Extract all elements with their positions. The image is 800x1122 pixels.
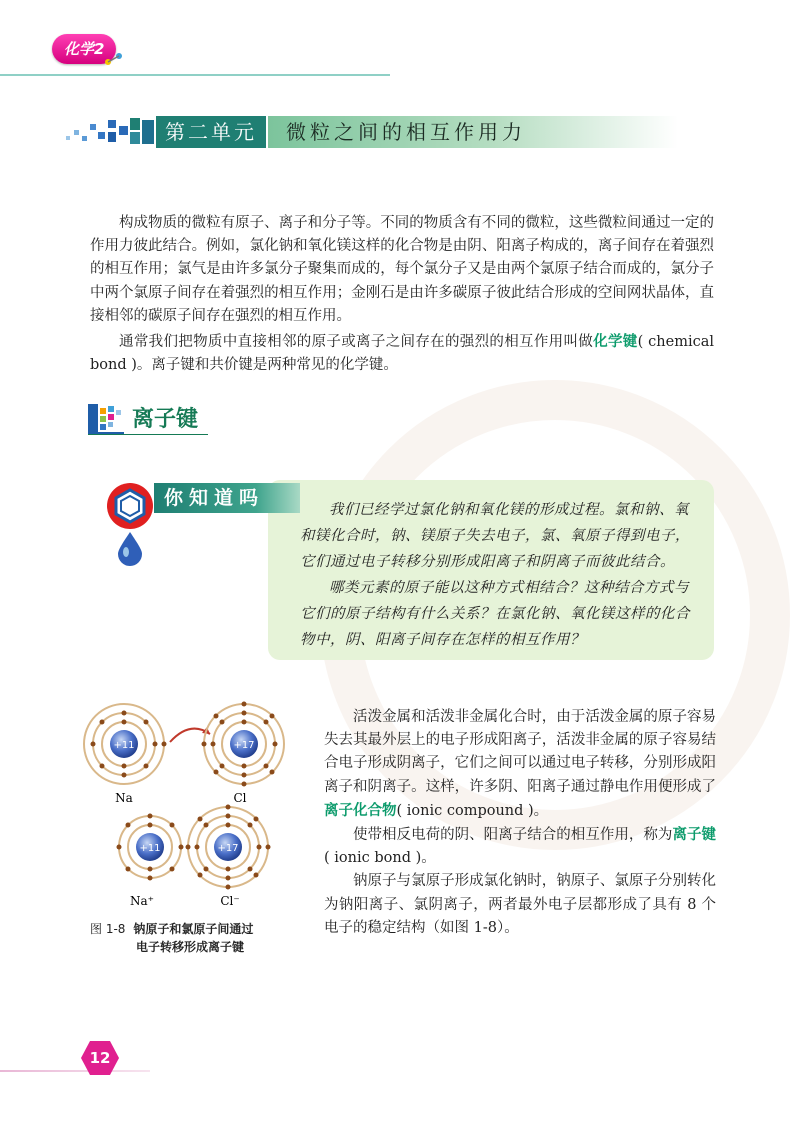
unit-title: 微粒之间的相互作用力 <box>268 116 678 148</box>
chloride-ion-nucleus-charge: +17 <box>217 843 239 854</box>
book-label-badge: 化学2 <box>52 34 116 64</box>
body-p2-english: ( ionic bond )。 <box>324 850 436 867</box>
section-pixel-icon <box>88 404 128 436</box>
do-you-know-text <box>300 497 700 653</box>
sodium-ion-nucleus-charge: +11 <box>139 843 161 854</box>
term-ionic-compound: 离子化合物 <box>324 801 397 819</box>
intro-text <box>90 212 714 377</box>
body-text <box>324 706 716 940</box>
term-chemical-bond: 化学键 <box>593 333 638 351</box>
figure-number: 图 1-8 <box>90 922 126 936</box>
pixel-decoration-icon <box>64 116 156 146</box>
figure-caption-line-1 <box>90 920 290 938</box>
figure-caption <box>90 920 290 956</box>
intro-paragraph-1: 构成物质的微粒有原子、离子和分子等。不同的物质含有不同的微粒，这些微粒间通过一定的作用力彼此结合。例如，氯化钠和氧化镁这样的化合物是由阴、阳离子构成的，离子间存在着强烈的相互作用；氯气是由许多氯分子聚集而成的，每个氯分子又是由两个氯原子结合而成的，氯分子中两个氯原子间存在着强烈的相互作用；金刚石是由许多碳原子彼此结合形成的空间网状晶体，直接相邻的碳原子间存在强烈的相互作用。 <box>90 215 714 324</box>
do-you-know-paragraph-2: 哪类元素的原子能以这种方式相结合？这种结合方式与它们的原子结构有什么关系？在氯化钠、氧化镁这样的化合物中，阴、阳离子间存在怎样的相互作用？ <box>300 580 690 648</box>
body-paragraph-1 <box>324 706 716 823</box>
term-ionic-bond: 离子键 <box>672 826 717 844</box>
sodium-ion <box>117 814 184 881</box>
sodium-ion-label: Na⁺ <box>130 894 154 908</box>
chlorine-label: Cl <box>233 791 247 805</box>
body-p1-text: 活泼金属和活泼非金属化合时，由于活泼金属的原子容易失去其最外层上的电子形成阳离子，活泼非金属的原子容易结合电子形成阴离子，它们之间可以通过电子转移，分别形成阳离子和阴离子。这样，许多阴、阳离子通过静电作用便形成了 <box>324 709 716 795</box>
sodium-label: Na <box>115 791 133 805</box>
figure-caption-line-2: 电子转移形成离子键 <box>136 940 245 954</box>
sodium-nucleus-charge: +11 <box>113 740 135 751</box>
header-rule <box>0 74 390 76</box>
unit-label: 第二单元 <box>156 116 266 148</box>
ionic-bond-figure <box>80 700 300 910</box>
body-paragraph-2 <box>324 823 716 870</box>
figure-caption-text-1: 钠原子和氯原子间通过 <box>133 922 254 936</box>
page-number: 12 <box>89 1049 111 1067</box>
body-p2-text: 使带相反电荷的阴、阳离子结合的相互作用，称为 <box>353 827 673 844</box>
do-you-know-title: 你知道吗 <box>154 483 300 513</box>
intro-p2-text: 通常我们把物质中直接相邻的原子或离子之间存在的强烈的相互作用叫做 <box>119 334 594 351</box>
section-title: 离子键 <box>132 407 199 432</box>
chlorine-nucleus-charge: +17 <box>233 740 255 751</box>
molecule-decoration-icon <box>104 50 124 68</box>
sodium-atom <box>84 704 167 784</box>
chloride-ion-label: Cl⁻ <box>220 894 240 908</box>
chloride-ion <box>186 805 271 890</box>
intro-p2-english: ( chemical bond )。离子键和共价键是两种常见的化学键。 <box>90 334 714 374</box>
benzene-drop-icon <box>104 480 156 566</box>
intro-paragraph-2 <box>90 330 714 377</box>
section-rule <box>88 434 208 435</box>
body-p1-english: ( ionic compound )。 <box>396 802 549 819</box>
footer-rule <box>0 1070 150 1072</box>
body-paragraph-3: 钠原子与氯原子形成氯化钠时，钠原子、氯原子分别转化为钠阳离子、氯阴离子，两者最外电子层都形成了具有 8 个电子的稳定结构（如图 1-8）。 <box>324 873 716 936</box>
chlorine-atom <box>202 702 285 787</box>
do-you-know-paragraph-1: 我们已经学过氯化钠和氧化镁的形成过程。氯和钠、氧和镁化合时，钠、镁原子失去电子，氯、氧原子得到电子，它们通过电子转移分别形成阳离子和阴离子而彼此结合。 <box>300 502 690 570</box>
